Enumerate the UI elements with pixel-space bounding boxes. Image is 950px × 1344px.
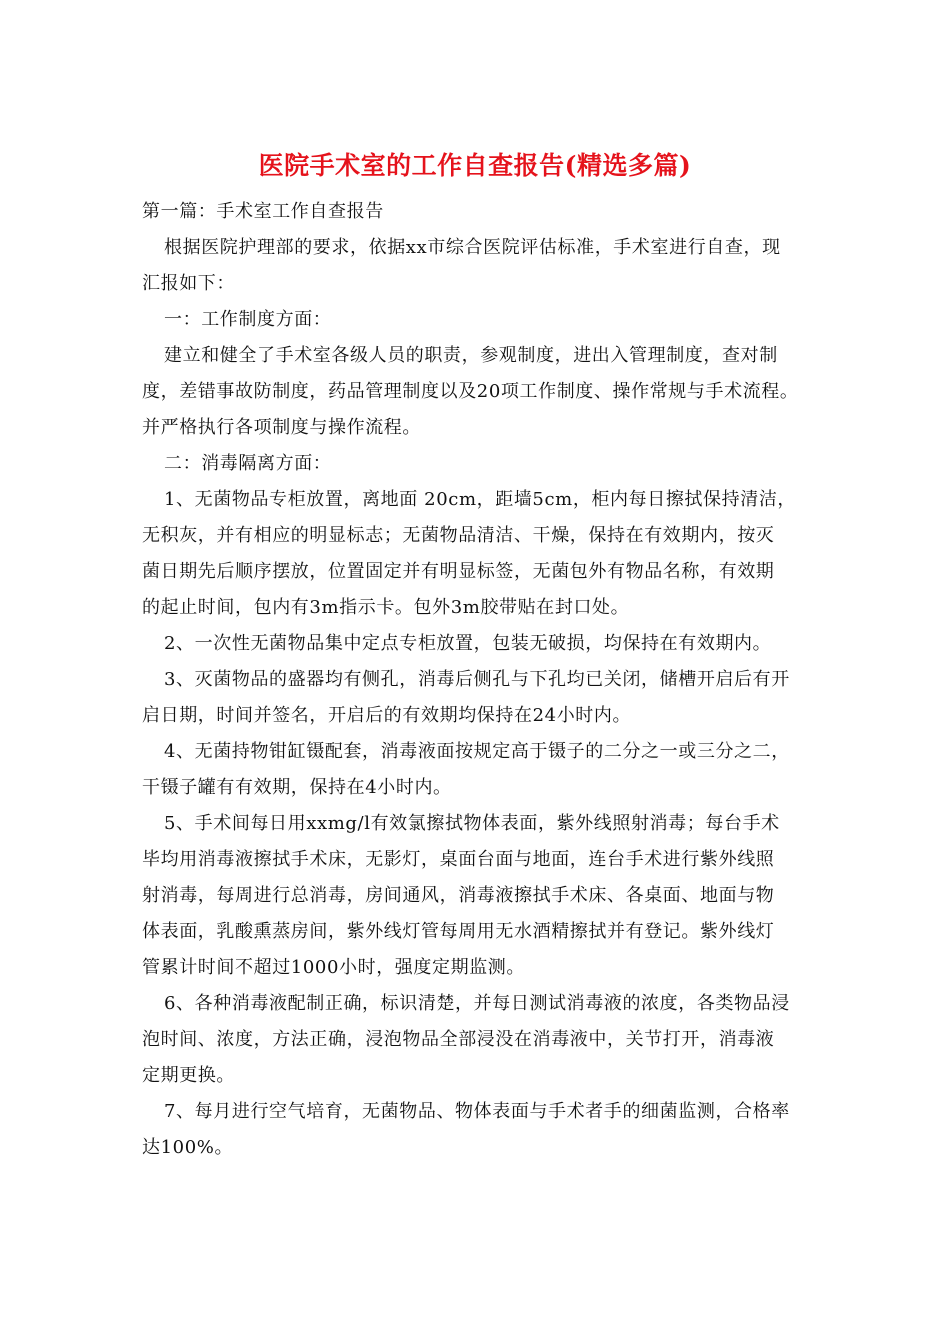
list-item-line: 泡时间、浓度，方法正确，浸泡物品全部浸没在消毒液中，关节打开，消毒液 <box>142 1029 775 1050</box>
list-item-line: 定期更换。 <box>142 1065 235 1086</box>
list-item-line: 体表面，乳酸熏蒸房间，紫外线灯管每周用无水酒精擦拭并有登记。紫外线灯 <box>142 921 775 942</box>
list-item-line: 无积灰，并有相应的明显标志；无菌物品清洁、干燥，保持在有效期内，按灭 <box>142 525 775 546</box>
list-item-line: 6、各种消毒液配制正确，标识清楚，并每日测试消毒液的浓度，各类物品浸 <box>164 993 790 1014</box>
list-item-line: 启日期，时间并签名，开启后的有效期均保持在24小时内。 <box>142 705 632 726</box>
list-item-line: 射消毒，每周进行总消毒，房间通风，消毒液擦拭手术床、各桌面、地面与物 <box>142 885 775 906</box>
paragraph-line: 汇报如下： <box>142 273 235 294</box>
list-item-line: 2、一次性无菌物品集中定点专柜放置，包装无破损，均保持在有效期内。 <box>164 633 772 654</box>
document-title: 医院手术室的工作自查报告(精选多篇) <box>258 151 692 180</box>
subsection-heading: 一：工作制度方面： <box>164 309 332 330</box>
paragraph-line: 并严格执行各项制度与操作流程。 <box>142 417 421 438</box>
paragraph-line: 度，差错事故防制度，药品管理制度以及20项工作制度、操作常规与手术流程。 <box>142 381 799 402</box>
list-item-line: 毕均用消毒液擦拭手术床，无影灯，桌面台面与地面，连台手术进行紫外线照 <box>142 849 775 870</box>
list-item-line: 干镊子罐有有效期，保持在4小时内。 <box>142 777 452 798</box>
list-item-line: 的起止时间，包内有3m指示卡。包外3m胶带贴在封口处。 <box>142 597 630 618</box>
list-item-line: 菌日期先后顺序摆放，位置固定并有明显标签，无菌包外有物品名称，有效期 <box>142 561 775 582</box>
list-item-line: 1、无菌物品专柜放置，离地面 20cm，距墙5cm，柜内每日擦拭保持清洁， <box>164 489 797 510</box>
list-item-line: 3、灭菌物品的盛器均有侧孔，消毒后侧孔与下孔均已关闭，储槽开启后有开 <box>164 669 790 690</box>
list-item-line: 4、无菌持物钳缸镊配套，消毒液面按规定高于镊子的二分之一或三分之二， <box>164 741 790 762</box>
subsection-heading: 二：消毒隔离方面： <box>164 453 332 474</box>
list-item-line: 达100%。 <box>142 1137 234 1158</box>
list-item-line: 7、每月进行空气培育，无菌物品、物体表面与手术者手的细菌监测，合格率 <box>164 1101 790 1122</box>
paragraph-line: 根据医院护理部的要求，依据xx市综合医院评估标准，手术室进行自查，现 <box>164 237 781 258</box>
paragraph-line: 建立和健全了手术室各级人员的职责，参观制度，进出入管理制度，查对制 <box>164 345 778 366</box>
section-heading: 第一篇：手术室工作自查报告 <box>142 201 384 222</box>
list-item-line: 管累计时间不超过1000小时，强度定期监测。 <box>142 957 526 978</box>
list-item-line: 5、手术间每日用xxmg/l有效氯擦拭物体表面，紫外线照射消毒；每台手术 <box>164 813 780 834</box>
